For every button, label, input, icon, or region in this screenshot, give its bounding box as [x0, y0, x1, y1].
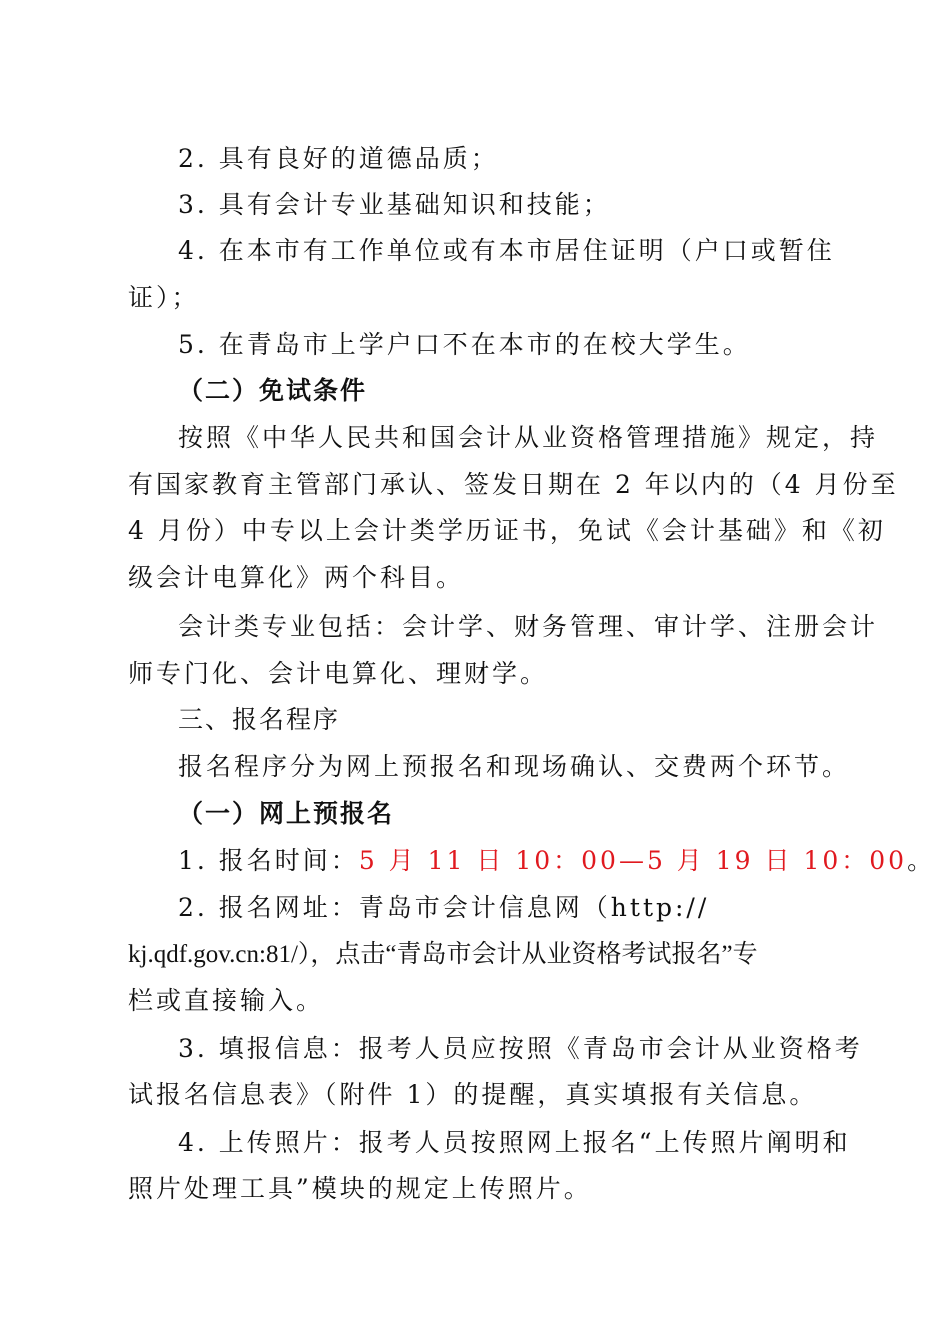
- fill-info-line-2: 试报名信息表》（附件 1）的提醒，真实填报有关信息。: [128, 1080, 818, 1109]
- requirement-4: 4. 在本市有工作单位或有本市居住证明（户口或暂住: [178, 236, 835, 265]
- majors-paragraph-line-2: 师专门化、会计电算化、理财学。: [128, 659, 549, 688]
- majors-paragraph-line-1: 会计类专业包括：会计学、财务管理、审计学、注册会计: [178, 612, 879, 641]
- registration-url-line-1: 2. 报名网址：青岛市会计信息网（http://: [178, 893, 710, 922]
- requirement-5: 5. 在青岛市上学户口不在本市的在校大学生。: [178, 330, 751, 359]
- requirement-2: 2. 具有良好的道德品质；: [178, 144, 499, 173]
- exemption-paragraph-line-2: 有国家教育主管部门承认、签发日期在 2 年以内的（4 月份至: [128, 470, 899, 499]
- registration-time-suffix: 。: [907, 846, 936, 875]
- exemption-paragraph-line-4: 级会计电算化》两个科目。: [128, 563, 465, 592]
- registration-intro: 报名程序分为网上预报名和现场确认、交费两个环节。: [178, 752, 851, 781]
- section-heading-online: （一）网上预报名: [178, 799, 395, 828]
- registration-time-value: 5 月 11 日 10：00—5 月 19 日 10：00: [358, 846, 908, 875]
- registration-time-label: 1. 报名时间：: [178, 846, 359, 875]
- upload-photo-line-2: 照片处理工具”模块的规定上传照片。: [128, 1174, 592, 1203]
- exemption-paragraph-line-1: 按照《中华人民共和国会计从业资格管理措施》规定，持: [178, 423, 879, 452]
- fill-info-line-1: 3. 填报信息：报考人员应按照《青岛市会计从业资格考: [178, 1034, 863, 1063]
- registration-url-line-3: 栏或直接输入。: [128, 986, 325, 1015]
- registration-url-line-2: kj.qdf.gov.cn:81/），点击“青岛市会计从业资格考试报名”专: [128, 941, 758, 968]
- registration-time-line: [178, 838, 936, 884]
- requirement-3: 3. 具有会计专业基础知识和技能；: [178, 190, 611, 219]
- section-heading-registration: 三、报名程序: [178, 705, 341, 734]
- exemption-paragraph-line-3: 4 月份）中专以上会计类学历证书，免试《会计基础》和《初: [128, 516, 886, 545]
- upload-photo-line-1: 4. 上传照片：报考人员按照网上报名“上传照片阐明和: [178, 1128, 851, 1157]
- requirement-4-cont: 证）；: [128, 283, 200, 312]
- section-heading-exemption: （二）免试条件: [178, 376, 368, 405]
